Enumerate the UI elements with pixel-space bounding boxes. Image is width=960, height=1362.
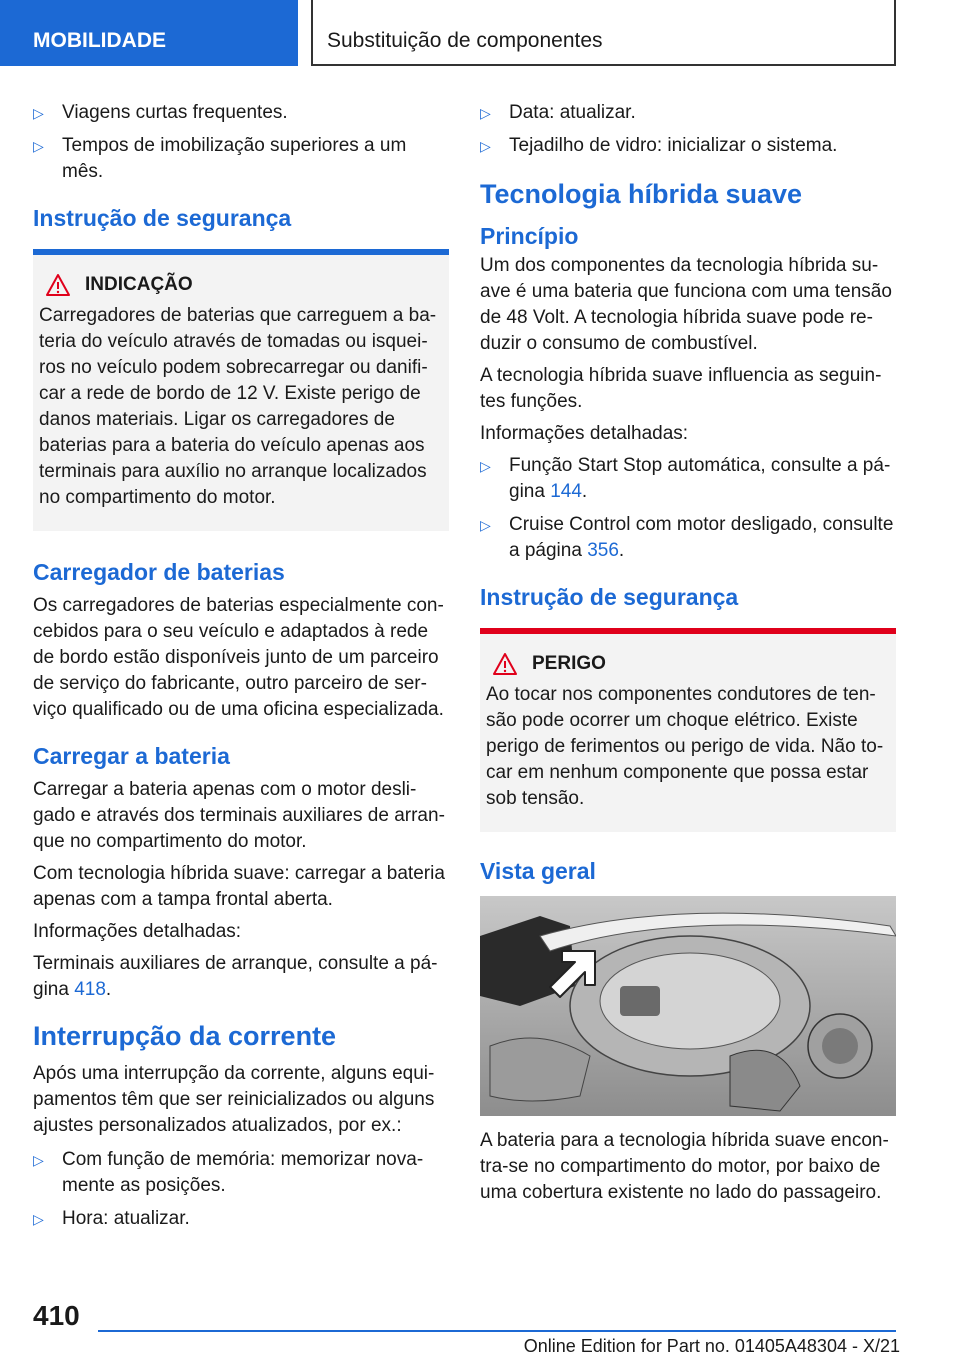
notice-bar (480, 628, 896, 634)
chapter-heading: Interrupção da corrente (33, 1021, 337, 1051)
paragraph: Informações detalhadas: (33, 921, 242, 942)
list-item: ▷ Hora: atualizar. (33, 1206, 449, 1232)
list-item: ▷ Função Start Stop automática, consulte a página 144. (480, 455, 891, 502)
notice-text: Carregadores de baterias que carreguem a bateria do veículo através de tomadas ou isqueiros no veículo podem sobrecarregar ou danificar a rede de bordo de 12 V. Existe perigo de danos materiais. Ligar os carregadores de baterias para a bateria do veículo apenas aos terminais para auxílio no arranque localizados no compartimento do motor. (39, 305, 437, 508)
page-number: 410 (33, 1300, 80, 1331)
paragraph: A bateria para a tecnologia híbrida suave encontra-se no compartimento do motor, por baixo de uma cobertura existente no lado do passageiro. (480, 1130, 889, 1203)
engine-bay-image (480, 896, 896, 1116)
notice-box (480, 628, 896, 832)
section-tab: MOBILIDADE (0, 0, 298, 66)
page-header (0, 0, 960, 66)
notice-text: Ao tocar nos componentes condutores de tensão pode ocorrer um choque elétrico. Existe perigo de ferimentos ou perigo de vida. Não tocar em nenhum componente que possa estar sob tensão. (486, 684, 884, 809)
paragraph: Carregar a bateria apenas com o motor desligado e através dos terminais auxiliares de arranque no compartimento do motor. (33, 779, 445, 852)
notice-title: PERIGO (532, 653, 606, 674)
page-link[interactable]: 144 (550, 481, 582, 502)
section-heading: Instrução de segurança (33, 205, 292, 231)
section-heading: Carregar a bateria (33, 743, 230, 769)
chapter-heading: Tecnologia híbrida suave (480, 179, 803, 209)
page-link[interactable]: 356 (587, 540, 619, 561)
triangle-right-icon: ▷ (480, 138, 491, 154)
paragraph: Informações detalhadas: (480, 423, 689, 444)
right-column (480, 100, 896, 1212)
section-heading: Princípio (480, 223, 579, 249)
bullet-list (480, 100, 896, 159)
section-heading: Vista geral (480, 858, 596, 884)
list-item: ▷ Tempos de imobilização superiores a um mês. (33, 135, 407, 182)
notice-bar (33, 249, 449, 255)
footer-edition: Online Edition for Part no. 01405A48304 - X/21 (523, 1336, 900, 1356)
chapter-title: Substituição de componentes (311, 0, 896, 66)
bullet-list (33, 1147, 449, 1232)
list-item: ▷ Tejadilho de vidro: inicializar o sistema. (480, 133, 896, 159)
list-item: ▷ Data: atualizar. (480, 100, 896, 126)
paragraph: A tecnologia híbrida suave influencia as seguintes funções. (480, 365, 882, 412)
footer-divider (98, 1330, 896, 1332)
paragraph: Terminais auxiliares de arranque, consulte a página 418. (33, 953, 438, 1000)
paragraph: Com tecnologia híbrida suave: carregar a bateria apenas com a tampa frontal aberta. (33, 863, 445, 910)
notice-title: INDICAÇÃO (85, 274, 193, 295)
section-heading: Instrução de segurança (480, 584, 739, 610)
paragraph: Um dos componentes da tecnologia híbrida suave é uma bateria que funciona com uma tensão de 48 Volt. A tecnologia híbrida suave pode reduzir o consumo de combustível. (480, 255, 892, 354)
triangle-right-icon: ▷ (33, 1152, 44, 1168)
list-item: ▷ Cruise Control com motor desligado, consulte a página 356. (480, 514, 894, 561)
bullet-list (480, 453, 896, 564)
list-item: ▷ Com função de memória: memorizar novamente as posições. (33, 1149, 424, 1196)
triangle-right-icon: ▷ (33, 105, 44, 121)
warning-triangle-icon (45, 273, 71, 297)
triangle-right-icon: ▷ (480, 458, 491, 474)
warning-triangle-icon (492, 652, 518, 676)
bullet-list (33, 100, 449, 185)
notice-box (33, 249, 449, 531)
paragraph: Os carregadores de baterias especialmente concebidos para o seu veículo e adaptados à rede de bordo estão disponíveis junto de um parceiro de serviço do fabricante, outro parceiro de serviço qualificado ou de uma oficina especializada. (33, 595, 444, 720)
paragraph: Após uma interrupção da corrente, alguns equipamentos têm que ser reinicializados ou alguns ajustes personalizados atualizados, por ex.: (33, 1063, 435, 1136)
section-heading: Carregador de baterias (33, 559, 285, 585)
triangle-right-icon: ▷ (480, 105, 491, 121)
triangle-right-icon: ▷ (33, 138, 44, 154)
page-link[interactable]: 418 (74, 979, 106, 1000)
triangle-right-icon: ▷ (33, 1211, 44, 1227)
triangle-right-icon: ▷ (480, 517, 491, 533)
left-column (33, 100, 449, 1239)
list-item: ▷ Viagens curtas frequentes. (33, 100, 449, 126)
